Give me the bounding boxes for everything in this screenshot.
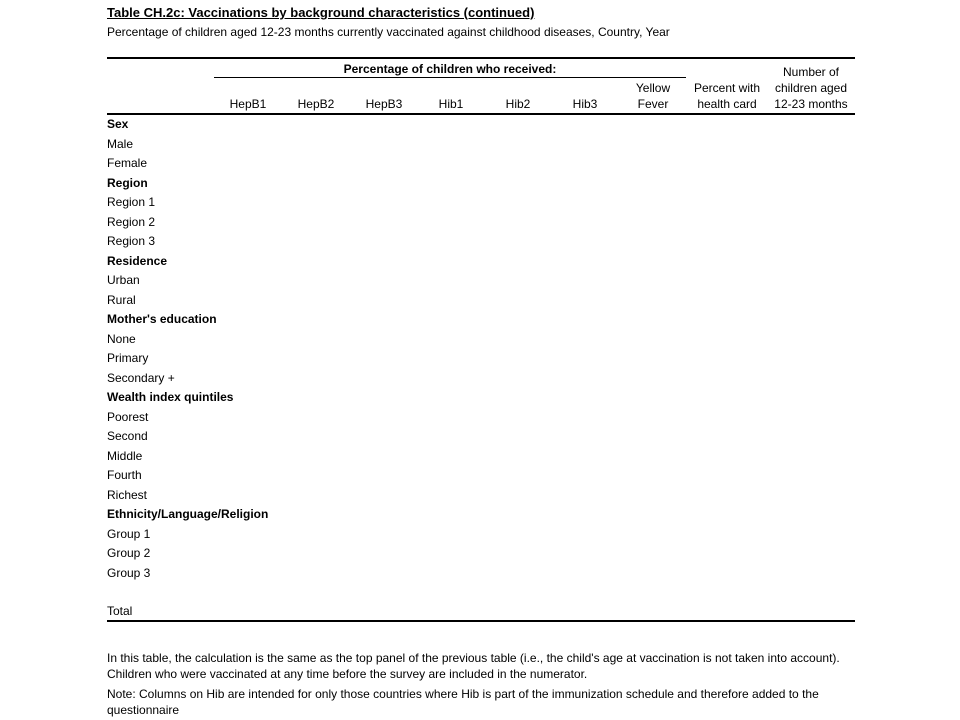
row-label: Region 3 xyxy=(107,234,156,248)
row-group-heading: Sex xyxy=(107,117,129,131)
row-label: Primary xyxy=(107,351,149,365)
total-row-label: Total xyxy=(107,604,133,618)
column-header-hepb2: HepB2 xyxy=(297,97,335,111)
table-bottom-rule xyxy=(107,620,855,622)
header-bottom-rule xyxy=(107,113,855,115)
row-label: Region 1 xyxy=(107,195,156,209)
footnote-calculation: In this table, the calculation is the same as the top panel of the previous table (i.e., the child's age at vaccination is not taken into account). Children who were vaccinated at any time before the survey are included in the numerator. xyxy=(107,651,840,681)
row-label: Group 2 xyxy=(107,546,151,560)
row-label: Female xyxy=(107,156,148,170)
row-group-heading: Ethnicity/Language/Religion xyxy=(107,507,269,521)
column-header-hib3: Hib3 xyxy=(572,97,598,111)
row-group-heading: Region xyxy=(107,176,148,190)
row-label: Region 2 xyxy=(107,215,156,229)
column-group-header: Percentage of children who received: xyxy=(343,62,557,76)
table-top-rule xyxy=(107,57,855,59)
column-header-hib1: Hib1 xyxy=(438,97,464,111)
row-label: Second xyxy=(107,429,148,443)
column-header-hepb1: HepB1 xyxy=(229,97,267,111)
column-header-number-children: Number of children aged 12-23 months xyxy=(774,65,848,111)
row-label: Richest xyxy=(107,488,148,502)
row-label: Secondary + xyxy=(107,371,175,385)
row-label: Group 3 xyxy=(107,566,151,580)
row-label: Poorest xyxy=(107,410,149,424)
row-group-heading: Residence xyxy=(107,254,168,268)
row-label: Group 1 xyxy=(107,527,151,541)
row-label: Fourth xyxy=(107,468,142,482)
column-header-hepb3: HepB3 xyxy=(365,97,403,111)
row-label: Urban xyxy=(107,273,140,287)
column-header-yellow-fever: Yellow Fever xyxy=(635,81,671,111)
row-group-heading: Wealth index quintiles xyxy=(107,390,234,404)
footnote-hib-note: Note: Columns on Hib are intended for only those countries where Hib is part of the immunization schedule and therefore added to the questionnaire xyxy=(107,687,819,717)
row-label: Middle xyxy=(107,449,143,463)
group-header-underline xyxy=(214,77,686,78)
column-header-hib2: Hib2 xyxy=(505,97,531,111)
row-label: Rural xyxy=(107,293,136,307)
row-label: Male xyxy=(107,137,134,151)
table-title: Table CH.2c: Vaccinations by background characteristics (continued) xyxy=(107,5,535,20)
table-subtitle: Percentage of children aged 12-23 months currently vaccinated against childhood diseases, Country, Year xyxy=(107,25,670,39)
row-group-heading: Mother's education xyxy=(107,312,217,326)
row-label: None xyxy=(107,332,136,346)
column-header-health-card: Percent with health card xyxy=(693,81,761,111)
